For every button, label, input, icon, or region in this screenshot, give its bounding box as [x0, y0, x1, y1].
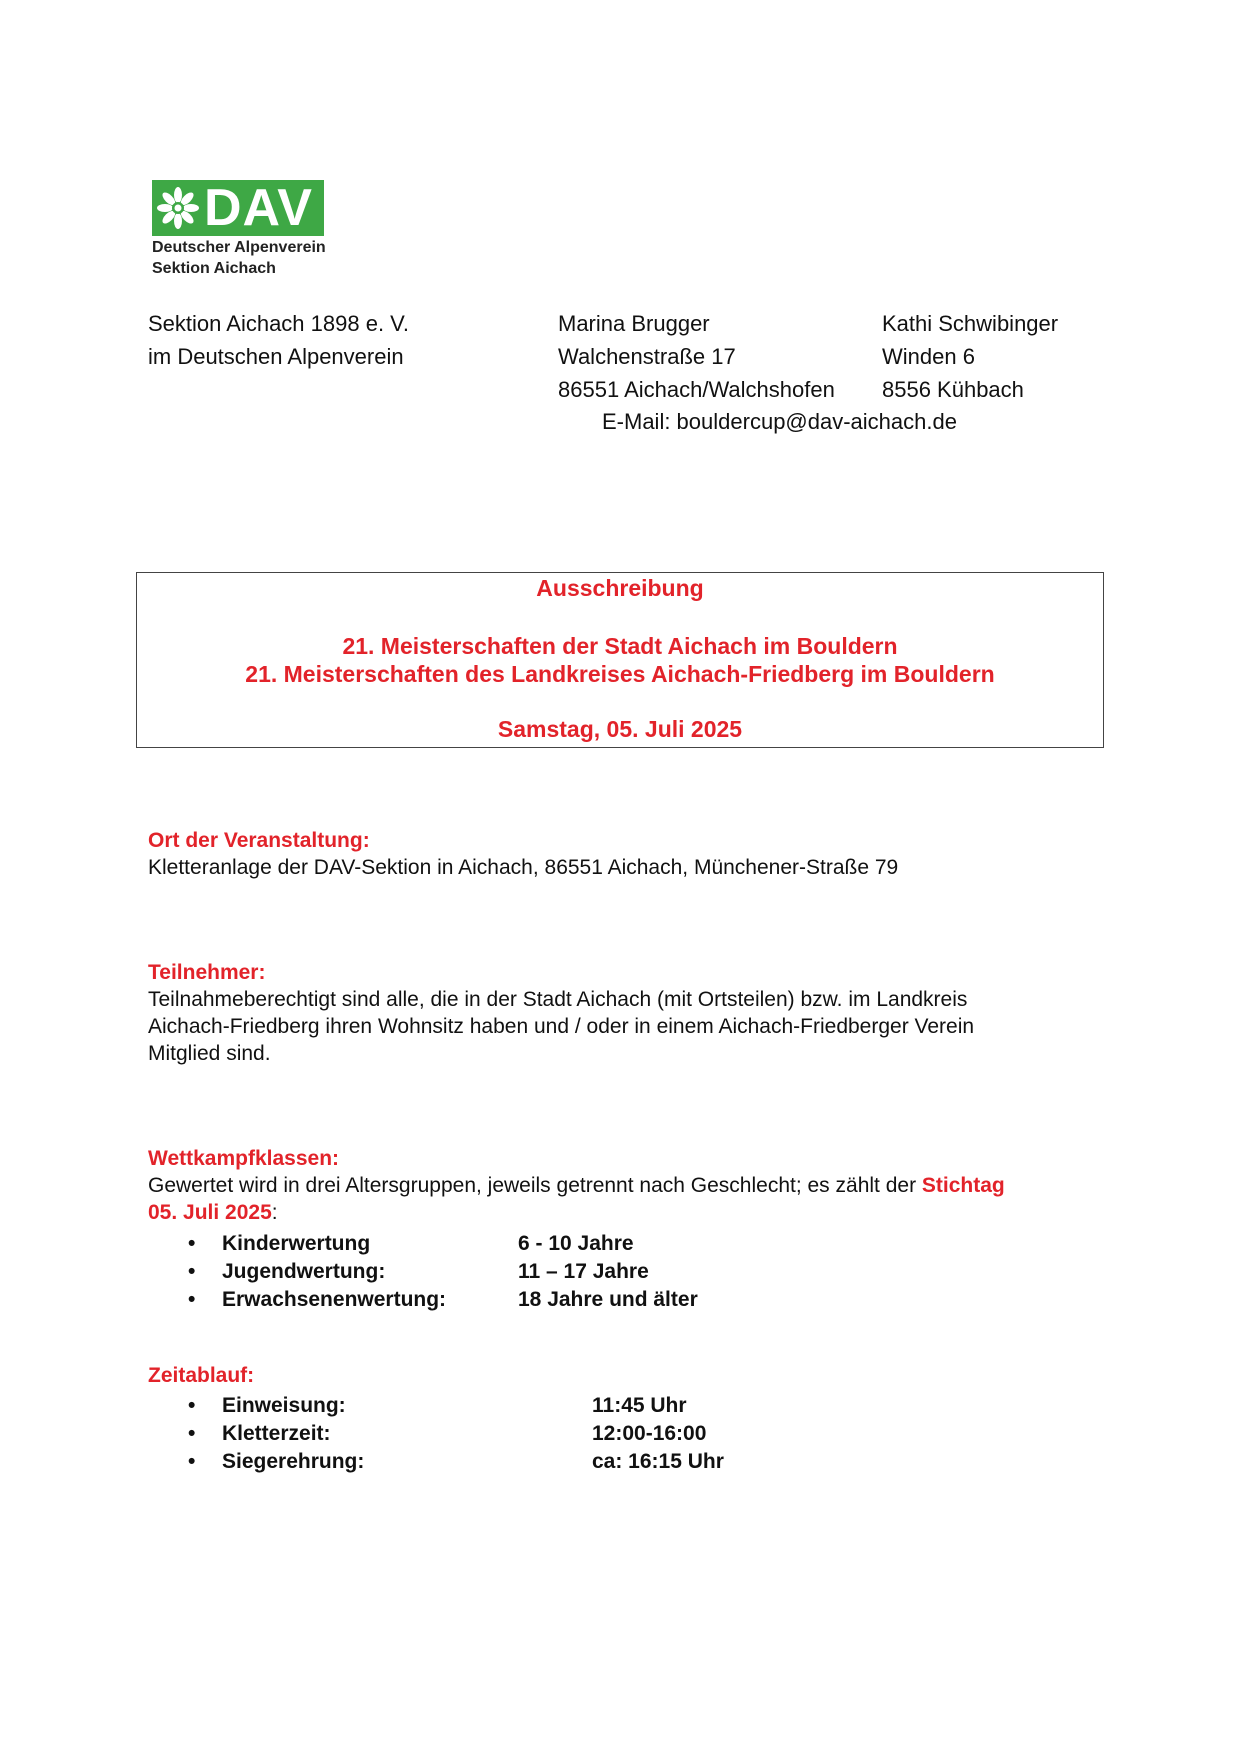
- classes-intro: [148, 1172, 1108, 1199]
- bullet: •: [188, 1422, 196, 1445]
- participants-line: Teilnahmeberechtigt sind alle, die in der Stadt Aichach (mit Ortsteilen) bzw. im Landkreis: [148, 988, 968, 1011]
- participants-line: Mitglied sind.: [148, 1042, 271, 1065]
- classes-title: Wettkampfklassen:: [148, 1147, 340, 1170]
- class-age: 18 Jahre und älter: [518, 1288, 698, 1311]
- schedule-item-time: ca: 16:15 Uhr: [592, 1450, 724, 1473]
- class-name: Kinderwertung: [222, 1232, 371, 1255]
- bullet: •: [188, 1394, 196, 1417]
- schedule-title: Zeitablauf:: [148, 1364, 255, 1387]
- venue-text: Kletteranlage der DAV-Sektion in Aichach, 86551 Aichach, Münchener-Straße 79: [148, 856, 899, 879]
- class-age: 11 – 17 Jahre: [518, 1260, 649, 1283]
- announcement-heading: Ausschreibung: [536, 575, 704, 601]
- schedule-item-name: Siegerehrung:: [222, 1450, 365, 1473]
- bullet: •: [188, 1450, 196, 1473]
- address-line: Winden 6: [882, 344, 975, 369]
- address-line: 86551 Aichach/Walchshofen: [558, 377, 835, 402]
- classes-intro-highlight: Stichtag: [921, 1174, 1005, 1197]
- bullet: •: [188, 1232, 196, 1255]
- address-line: im Deutschen Alpenverein: [148, 344, 404, 369]
- classes-intro-cont: [148, 1199, 1108, 1226]
- address-line: Sektion Aichach 1898 e. V.: [148, 311, 409, 336]
- logo-mark: DAV: [204, 179, 313, 237]
- classes-section: [148, 1145, 1108, 1226]
- class-age: 6 - 10 Jahre: [518, 1232, 634, 1255]
- dav-logo: [152, 180, 328, 278]
- announcement-box: [136, 572, 1104, 748]
- classes-intro-end: :: [271, 1201, 278, 1224]
- schedule-item-time: 11:45 Uhr: [592, 1394, 687, 1417]
- participants-section: [148, 959, 1108, 1067]
- address-line: Walchenstraße 17: [558, 344, 736, 369]
- address-line: Kathi Schwibinger: [882, 311, 1059, 336]
- announcement-line-2: 21. Meisterschaften des Landkreises Aichach-Friedberg im Bouldern: [245, 661, 995, 687]
- address-line: Marina Brugger: [558, 311, 710, 336]
- participants-line: Aichach-Friedberg ihren Wohnsitz haben und / oder in einem Aichach-Friedberger Verein: [148, 1015, 975, 1038]
- logo-line-1: Deutscher Alpenverein: [152, 239, 326, 256]
- schedule-item-name: Kletterzeit:: [222, 1422, 331, 1445]
- announcement-date: Samstag, 05. Juli 2025: [497, 716, 743, 742]
- schedule-item-time: 12:00-16:00: [592, 1422, 707, 1445]
- schedule-item-name: Einweisung:: [222, 1394, 346, 1417]
- bullet: •: [188, 1260, 196, 1283]
- classes-intro-date: 05. Juli 2025: [148, 1201, 272, 1224]
- edelweiss-icon: [156, 186, 200, 230]
- logo-badge: [152, 180, 324, 236]
- venue-section: [148, 827, 1108, 881]
- announcement-line-1: 21. Meisterschaften der Stadt Aichach im Bouldern: [342, 633, 898, 659]
- participants-title: Teilnehmer:: [148, 961, 266, 984]
- contact-email: E-Mail: bouldercup@dav-aichach.de: [602, 409, 957, 434]
- address-line: 8556 Kühbach: [882, 377, 1024, 402]
- bullet: •: [188, 1288, 196, 1311]
- contact-address-2: [882, 307, 1058, 406]
- schedule-section: [148, 1362, 254, 1389]
- class-name: Jugendwertung:: [222, 1260, 386, 1283]
- classes-intro-text: Gewertet wird in drei Altersgruppen, jeweils getrennt nach Geschlecht; es zählt der: [148, 1174, 922, 1197]
- class-name: Erwachsenenwertung:: [222, 1288, 447, 1311]
- logo-line-2: Sektion Aichach: [152, 260, 276, 277]
- sender-address: [148, 307, 409, 373]
- contact-address-1: [558, 307, 835, 406]
- venue-title: Ort der Veranstaltung:: [148, 829, 370, 852]
